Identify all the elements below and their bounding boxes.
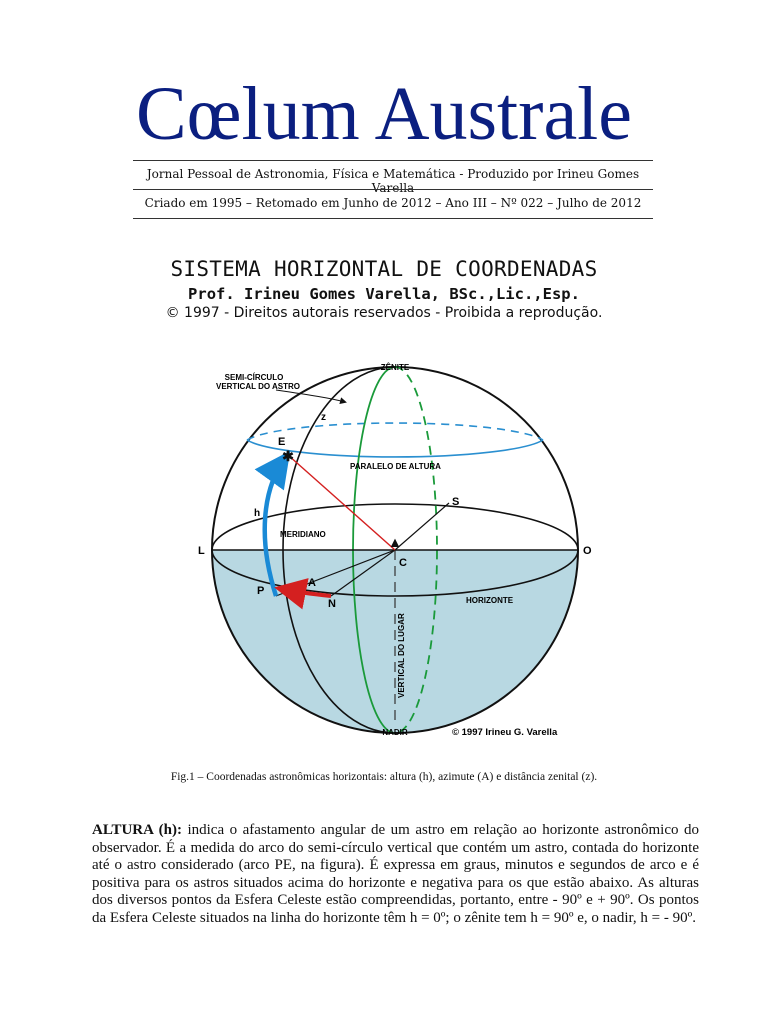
masthead-subtitle: Jornal Pessoal de Astronomia, Física e Matemática - Produzido por Irineu Gomes Varella [146,167,640,195]
label-o: O [583,545,592,557]
figure-credit: © 1997 Irineu G. Varella [452,727,558,738]
label-c: C [399,557,407,569]
masthead-title: Cœlum Australe [135,72,633,156]
body-paragraph [92,822,699,928]
label-a: A [308,577,316,589]
masthead-rule-bottom [133,218,653,219]
celestial-sphere-diagram [190,355,600,745]
label-semicircle: SEMI-CÍRCULO [224,373,284,382]
label-paralelo: PARALELO DE ALTURA [350,462,441,471]
label-h: h [254,508,261,519]
label-vertical-lugar: VERTICAL DO LUGAR [397,613,406,698]
label-p: P [257,585,265,597]
label-meridiano: MERIDIANO [280,530,326,539]
masthead-rule-middle [133,189,653,190]
label-s: S [452,496,460,508]
label-nadir: NADIR [382,728,408,737]
figure-caption: Fig.1 – Coordenadas astronômicas horizontais: altura (h), azimute (A) e distância zenital (z). [170,771,598,783]
label-zenith: ZÊNITE [380,363,410,372]
masthead-rule-top [133,160,653,161]
label-horizonte: HORIZONTE [466,596,514,605]
masthead-issue-line: Criado em 1995 – Retomado em Junho de 2012 – Ano III – Nº 022 – Julho de 2012 [144,196,642,210]
label-vertical-star: VERTICAL DO ASTRO [215,382,301,391]
term-altura: ALTURA (h): [92,822,182,838]
label-e: E [278,436,286,448]
article-title: SISTEMA HORIZONTAL DE COORDENADAS [170,257,598,281]
star-symbol: ✱ [282,448,294,464]
article-author: Prof. Irineu Gomes Varella, BSc.,Lic.,Esp. [188,285,580,303]
label-l: L [198,545,205,557]
article-copyright: © 1997 - Direitos autorais reservados - Proibida a reprodução. [165,305,603,321]
paragraph-text: indica o afastamento angular de um astro em relação ao horizonte astronômico do observador. É a medida do arco do semi-círculo vertical que contém um astro, contada do horizonte até o astro considerado (arco PE, na figura). É expressa em graus, minutos e segundos de arco e é positiva para os astros situados acima do horizonte e negativa para os que estão abaixo. As alturas dos diversos pontos da Esfera Celeste estão compreendidas, portanto, entre - 90º e + 90º. Os pontos da Esfera Celeste situados na linha do horizonte têm h = 0º; o zênite tem h = 90º e, o nadir, h = - 90º. [92,822,700,926]
label-z: z [321,412,326,423]
label-n: N [328,598,336,610]
